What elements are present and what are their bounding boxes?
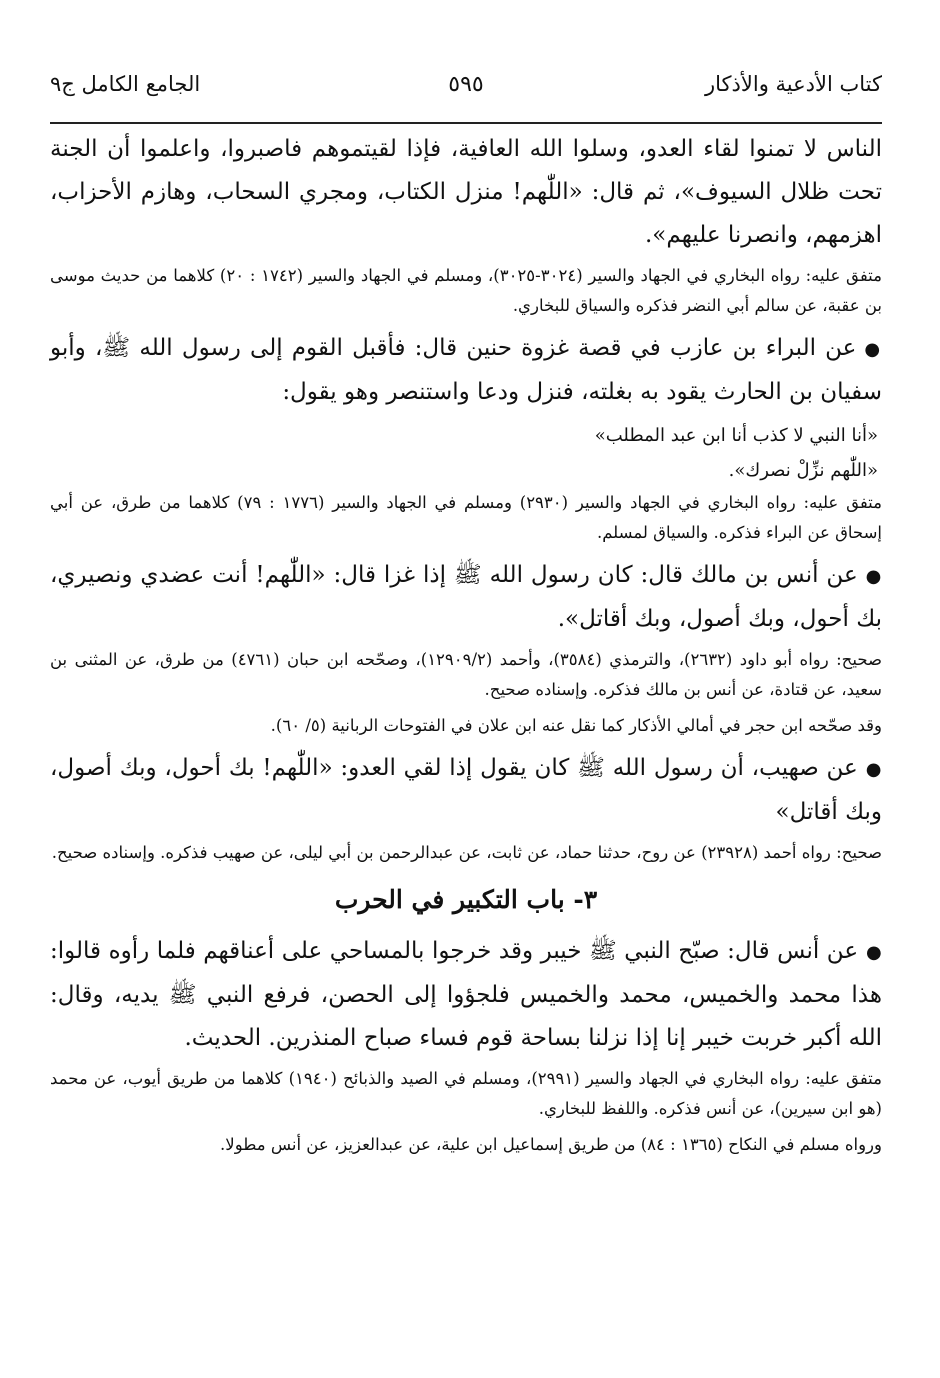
verse-line: «أنا النبي لا كذب أنا ابن عبد المطلب» — [594, 425, 878, 446]
hadith-text — [50, 554, 882, 641]
hadith-grading: متفق عليه: رواه البخاري في الجهاد والسير (٢٩٩١)، ومسلم في الصيد والذبائح (١٩٤٠) كلاهما من طريق أيوب، عن محمد (هو ابن سيرين)، عن أنس فذكره. واللفظ للبخاري. — [50, 1069, 882, 1118]
hadith-text — [50, 747, 882, 834]
hadith-text — [50, 327, 882, 414]
hadith-note: ورواه مسلم في النكاح (١٣٦٥ : ٨٤) من طريق إسماعيل ابن علية، عن عبدالعزيز، عن أنس مطولا. — [220, 1135, 882, 1154]
hadith-note: وقد صحّحه ابن حجر في أمالي الأذكار كما نقل عنه ابن علان في الفتوحات الربانية (٥/ ٦٠). — [270, 716, 882, 735]
book-title: كتاب الأدعية والأذكار — [705, 72, 882, 96]
hadith-grading: متفق عليه: رواه البخاري في الجهاد والسير (٢٩٣٠) ومسلم في الجهاد والسير (١٧٧٦ : ٧٩) كلاهما من طرق، عن أبي إسحاق عن البراء فذكره. والسياق لمسلم. — [50, 493, 882, 542]
section-heading: ٣- باب التكبير في الحرب — [334, 885, 598, 914]
hadith-grading: صحيح: رواه أبو داود (٢٦٣٢)، والترمذي (٣٥٨٤)، وأحمد (١٢٩٠٩/٢)، وصحّحه ابن حبان (٤٧٦١) من طرق، عن المثنى بن سعيد، عن قتادة، عن أنس بن مالك فذكره. وإسناده صحيح. — [50, 650, 882, 699]
hadith-grading: صحيح: رواه أحمد (٢٣٩٢٨) عن روح، حدثنا حماد، عن ثابت، عن عبدالرحمن بن أبي ليلى، عن صهيب فذكره. وإسناده صحيح. — [51, 843, 882, 862]
hadith-text-body: عن أنس بن مالك قال: كان رسول الله ﷺ إذا غزا قال: «اللّٰهم! أنت عضدي ونصيري، بك أحول، وبك أصول، وبك أقاتل». — [50, 562, 882, 632]
bullet-icon: ● — [865, 566, 882, 587]
hadith-text-body: عن البراء بن عازب في قصة غزوة حنين قال: فأقبل القوم إلى رسول الله ﷺ، وأبو سفيان بن الحارث يقود به بغلته، فنزل ودعا واستنصر وهو يقول: — [50, 335, 882, 405]
bullet-icon: ● — [864, 339, 882, 360]
bullet-icon: ● — [865, 759, 882, 780]
hadith-grading: متفق عليه: رواه البخاري في الجهاد والسير (٣٠٢٤-٣٠٢٥)، ومسلم في الجهاد والسير (١٧٤٢ : ٢٠) كلاهما من حديث موسى بن عقبة، عن سالم أبي النضر فذكره والسياق للبخاري. — [50, 266, 882, 315]
bullet-icon: ● — [866, 942, 882, 963]
verse-line: «اللّٰهم نزِّلْ نصرك». — [728, 460, 878, 481]
page-number: ٥٩٥ — [448, 72, 484, 97]
hadith-text-body: عن أنس قال: صبّح النبي ﷺ خيبر وقد خرجوا بالمساحي على أعناقهم فلما رأوه قالوا: هذا محمد والخميس، محمد والخميس فلجؤوا إلى الحصن، فرفع النبي ﷺ يديه، وقال: الله أكبر خربت خيبر إنا إذا نزلنا بساحة قوم فساء صباح المنذرين. الحديث. — [50, 938, 882, 1051]
hadith-text — [50, 930, 882, 1060]
hadith-text — [50, 128, 882, 257]
collection-title: الجامع الكامل ج٩ — [50, 72, 201, 96]
page-body — [50, 128, 882, 1166]
page-header — [50, 62, 882, 124]
hadith-text-body: الناس لا تمنوا لقاء العدو، وسلوا الله العافية، فإذا لقيتموهم فاصبروا، واعلموا أن الجنة تحت ظلال السيوف»، ثم قال: «اللّٰهم! منزل الكتاب، ومجري السحاب، وهازم الأحزاب، اهزمهم، وانصرنا عليهم». — [50, 136, 882, 248]
hadith-text-body: عن صهيب، أن رسول الله ﷺ كان يقول إذا لقي العدو: «اللّٰهم! بك أحول، وبك أصول، وبك أقاتل» — [50, 755, 882, 825]
